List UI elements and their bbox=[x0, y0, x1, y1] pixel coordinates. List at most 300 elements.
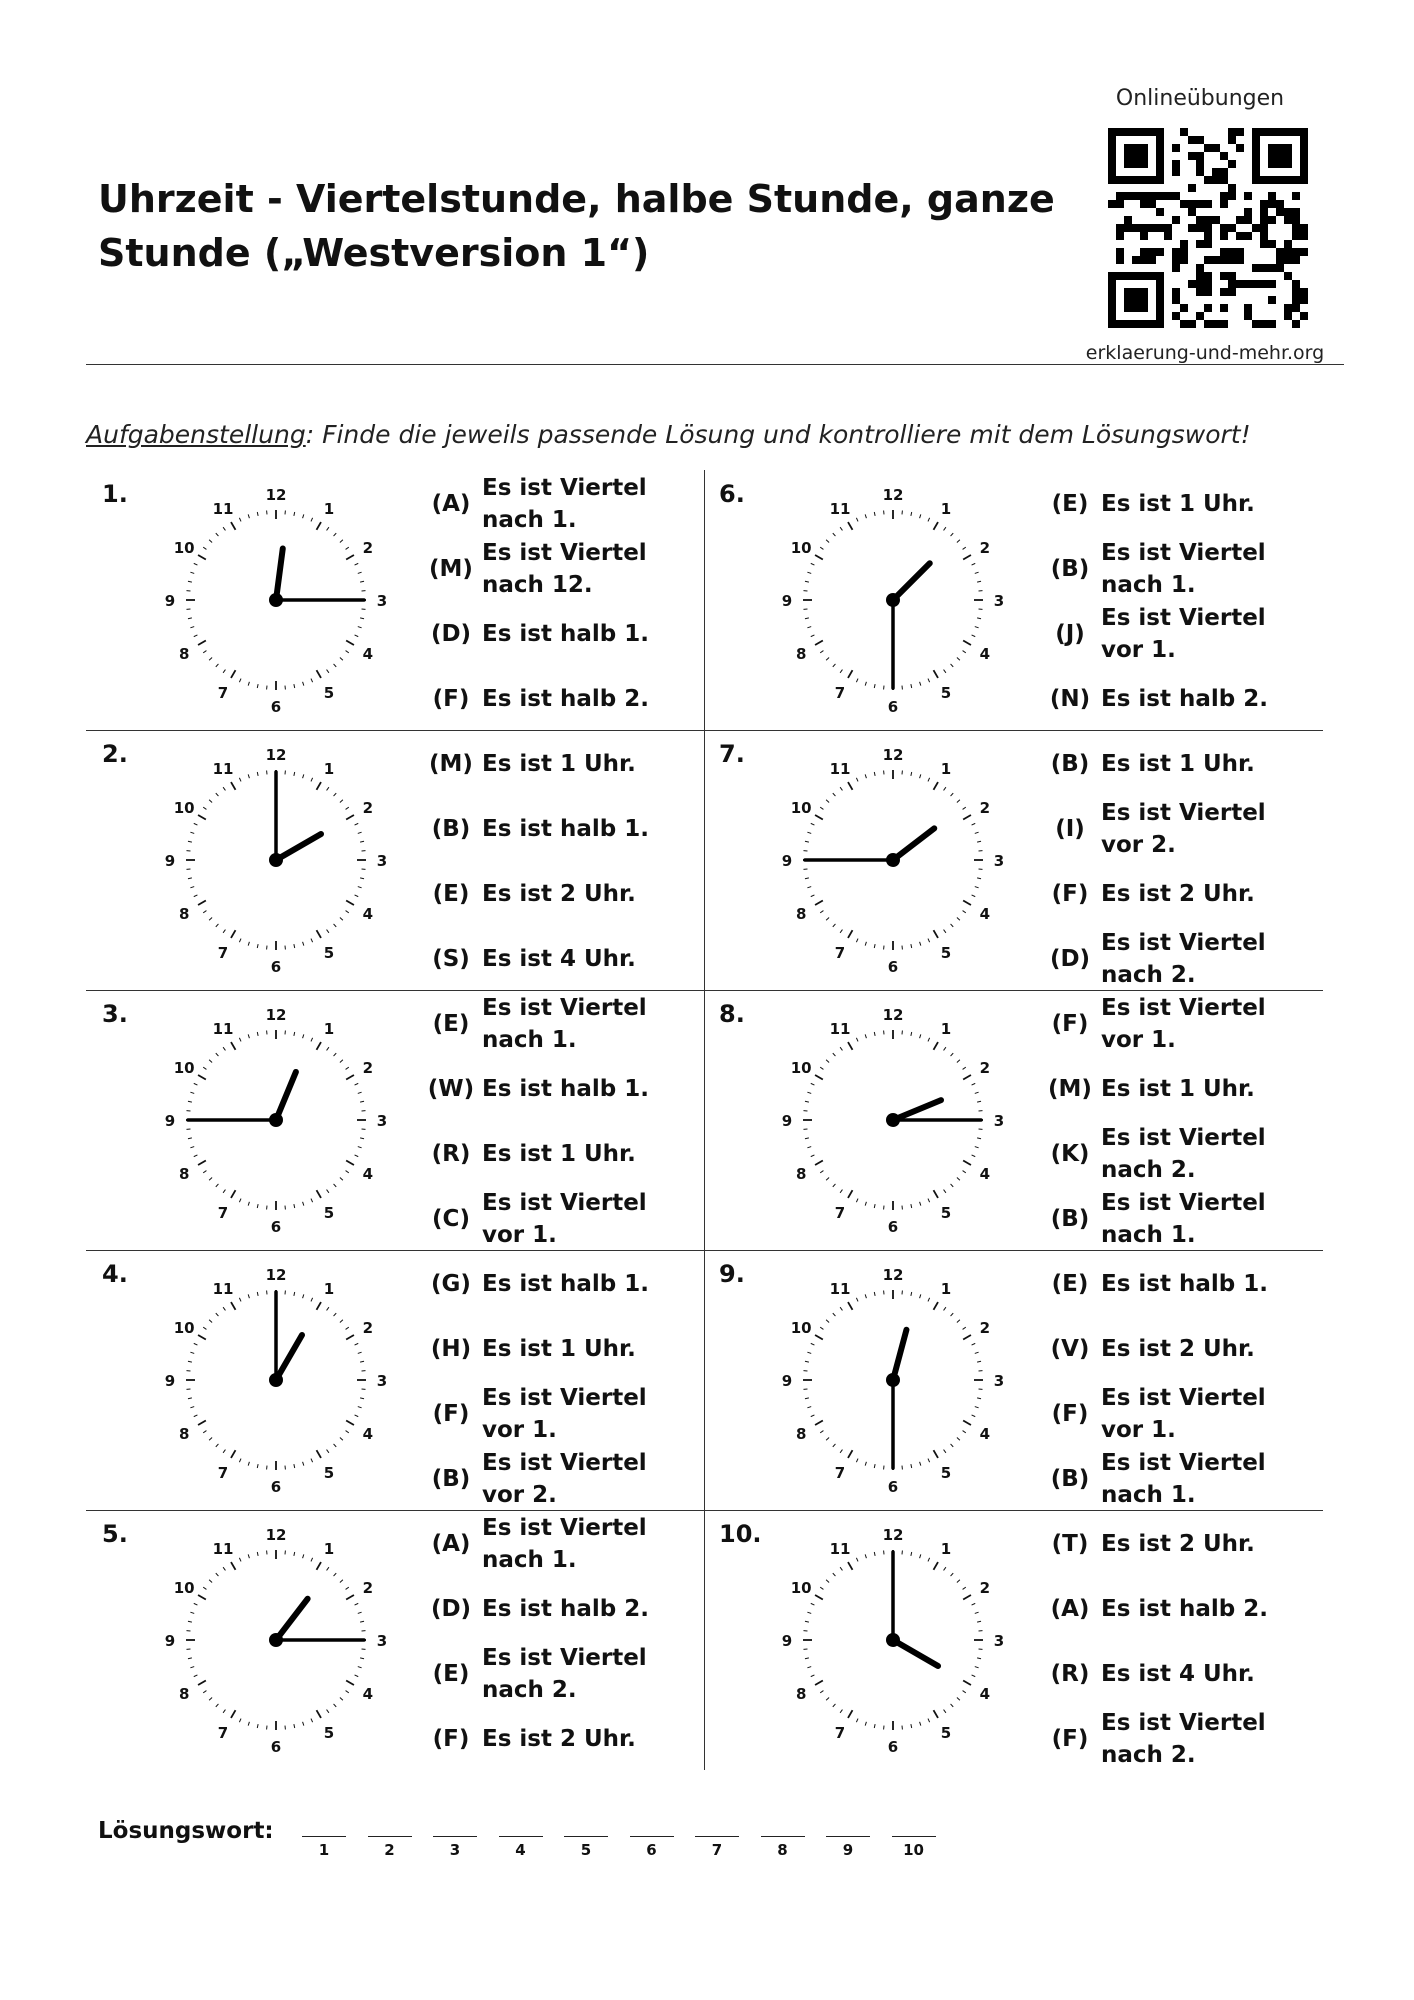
answer-option[interactable] bbox=[1045, 732, 1315, 796]
qr-code-icon[interactable] bbox=[1108, 128, 1308, 328]
minute-tick bbox=[209, 918, 212, 921]
minute-tick bbox=[190, 1147, 194, 1148]
option-letter: (H) bbox=[430, 1336, 472, 1362]
option-letter: (E) bbox=[1051, 1271, 1089, 1297]
minute-tick bbox=[334, 1573, 337, 1576]
minute-tick bbox=[311, 1459, 313, 1463]
minute-tick bbox=[957, 540, 960, 543]
answer-option[interactable] bbox=[1045, 862, 1315, 926]
minute-tick bbox=[951, 924, 954, 927]
hour-tick bbox=[231, 782, 236, 790]
clock-number: 11 bbox=[829, 500, 851, 519]
clock-number: 5 bbox=[323, 1463, 335, 1482]
answer-option[interactable] bbox=[426, 1382, 696, 1446]
minute-tick bbox=[963, 1587, 966, 1589]
clock-number: 1 bbox=[323, 760, 335, 779]
answer-option[interactable] bbox=[1045, 1382, 1315, 1446]
answer-option[interactable] bbox=[426, 927, 696, 991]
minute-tick bbox=[248, 1202, 249, 1206]
minute-tick bbox=[977, 1361, 981, 1362]
minute-tick bbox=[355, 563, 359, 565]
instruction-label: Aufgabenstellung bbox=[86, 420, 306, 449]
slot-line bbox=[695, 1836, 739, 1837]
minute-tick bbox=[865, 682, 866, 686]
minute-tick bbox=[248, 942, 249, 946]
option-text: Es ist halb 2. bbox=[482, 686, 649, 712]
answer-option[interactable] bbox=[426, 1577, 696, 1641]
minute-tick bbox=[294, 1552, 295, 1556]
slot-line bbox=[564, 1836, 608, 1837]
minute-tick bbox=[346, 1431, 349, 1433]
minute-tick bbox=[327, 1190, 329, 1193]
hour-tick bbox=[346, 1421, 354, 1426]
clock-number: 3 bbox=[993, 1632, 1005, 1650]
exercise-8 bbox=[704, 990, 1323, 1251]
answer-option[interactable] bbox=[426, 602, 696, 666]
answer-option[interactable] bbox=[426, 667, 696, 731]
option-text: Es ist Viertel nach 2. bbox=[1101, 930, 1266, 988]
minute-tick bbox=[928, 1199, 930, 1203]
minute-tick bbox=[977, 1138, 981, 1139]
hour-tick bbox=[346, 901, 354, 906]
hour-tick bbox=[346, 1335, 354, 1340]
solution-slot[interactable] bbox=[433, 1836, 477, 1859]
option-text: Es ist halb 2. bbox=[1101, 1596, 1268, 1622]
clock-face bbox=[773, 480, 1013, 720]
minute-tick bbox=[840, 787, 842, 790]
minute-tick bbox=[294, 512, 295, 516]
minute-tick bbox=[355, 1343, 359, 1345]
minute-tick bbox=[190, 832, 194, 833]
answer-option[interactable] bbox=[1045, 602, 1315, 666]
solution-slot[interactable] bbox=[368, 1836, 412, 1859]
minute-tick bbox=[840, 930, 842, 933]
hour-tick bbox=[934, 1302, 939, 1310]
option-letter: (R) bbox=[1050, 1661, 1090, 1687]
solution-slot[interactable] bbox=[826, 1836, 870, 1859]
hour-tick bbox=[848, 1302, 853, 1310]
slot-line bbox=[761, 1836, 805, 1837]
minute-tick bbox=[820, 651, 823, 653]
answer-option[interactable] bbox=[426, 1512, 696, 1576]
clock-number: 10 bbox=[173, 1059, 195, 1077]
minute-tick bbox=[928, 1298, 930, 1302]
minute-tick bbox=[928, 679, 930, 683]
clock-number: 7 bbox=[217, 1723, 229, 1742]
option-text: Es ist Viertel vor 1. bbox=[482, 1385, 647, 1443]
minute-tick bbox=[972, 1415, 976, 1417]
clock-number: 12 bbox=[265, 1266, 287, 1284]
answer-option[interactable] bbox=[1045, 1057, 1315, 1121]
minute-tick bbox=[203, 1691, 206, 1693]
minute-tick bbox=[223, 1190, 225, 1193]
clock-number: 4 bbox=[979, 645, 991, 663]
hour-tick bbox=[963, 1161, 971, 1166]
clock-number: 3 bbox=[376, 1632, 388, 1650]
clock-face bbox=[156, 1520, 396, 1760]
option-letter: (A) bbox=[431, 1531, 471, 1557]
clock-number: 12 bbox=[265, 746, 287, 764]
answer-option[interactable] bbox=[1045, 472, 1315, 536]
minute-tick bbox=[340, 918, 343, 921]
solution-slot[interactable] bbox=[892, 1836, 936, 1859]
minute-tick bbox=[951, 533, 954, 536]
minute-tick bbox=[327, 1710, 329, 1713]
answer-option[interactable] bbox=[426, 992, 696, 1056]
answer-option[interactable] bbox=[1045, 1707, 1315, 1771]
minute-tick bbox=[257, 1204, 258, 1208]
minute-tick bbox=[928, 939, 930, 943]
clock-face bbox=[156, 1000, 396, 1240]
hour-tick bbox=[317, 1450, 322, 1458]
answer-option[interactable] bbox=[426, 1317, 696, 1381]
clock-number: 1 bbox=[940, 500, 952, 519]
minute-tick bbox=[209, 800, 212, 803]
option-text: Es ist 1 Uhr. bbox=[482, 751, 636, 777]
minute-tick bbox=[248, 1294, 249, 1298]
clock-number: 3 bbox=[376, 852, 388, 870]
hour-tick bbox=[231, 1302, 236, 1310]
hour-tick bbox=[934, 782, 939, 790]
clock-number: 7 bbox=[834, 943, 846, 962]
clock-face bbox=[773, 1000, 1013, 1240]
minute-tick bbox=[820, 1067, 823, 1069]
minute-tick bbox=[334, 664, 337, 667]
hour-hand bbox=[893, 1100, 941, 1120]
answer-option[interactable] bbox=[426, 1447, 696, 1511]
minute-tick bbox=[865, 1034, 866, 1038]
clock-face bbox=[773, 1520, 1013, 1760]
answer-option[interactable] bbox=[1045, 1577, 1315, 1641]
option-letter: (T) bbox=[1051, 1531, 1089, 1557]
minute-tick bbox=[874, 1464, 875, 1468]
minute-tick bbox=[928, 778, 930, 782]
clock-number: 6 bbox=[887, 698, 899, 716]
answer-option[interactable] bbox=[426, 1707, 696, 1771]
minute-tick bbox=[805, 878, 809, 879]
answer-option[interactable] bbox=[426, 862, 696, 926]
answer-option[interactable] bbox=[426, 1252, 696, 1316]
option-text: Es ist 2 Uhr. bbox=[1101, 1531, 1255, 1557]
answer-option[interactable] bbox=[1045, 797, 1315, 861]
option-text: Es ist Viertel nach 1. bbox=[1101, 540, 1266, 598]
minute-tick bbox=[188, 1138, 192, 1139]
minute-tick bbox=[303, 774, 304, 778]
minute-tick bbox=[826, 918, 829, 921]
answer-option[interactable] bbox=[1045, 537, 1315, 601]
option-letter: (E) bbox=[432, 1011, 470, 1037]
hour-tick bbox=[963, 901, 971, 906]
minute-tick bbox=[194, 823, 198, 825]
answer-option[interactable] bbox=[1045, 667, 1315, 731]
option-letter: (V) bbox=[1050, 1336, 1090, 1362]
minute-tick bbox=[334, 924, 337, 927]
hour-tick bbox=[317, 1302, 322, 1310]
answer-option[interactable] bbox=[426, 1642, 696, 1706]
minute-tick bbox=[216, 924, 219, 927]
minute-tick bbox=[311, 778, 313, 782]
answer-option[interactable] bbox=[1045, 1187, 1315, 1251]
option-text: Es ist Viertel nach 1. bbox=[482, 475, 647, 533]
option-text: Es ist 4 Uhr. bbox=[1101, 1661, 1255, 1687]
solution-slot[interactable] bbox=[499, 1836, 543, 1859]
minute-tick bbox=[358, 832, 362, 833]
minute-tick bbox=[944, 930, 946, 933]
minute-tick bbox=[840, 670, 842, 673]
website-label: erklaerung-und-mehr.org bbox=[1085, 342, 1325, 364]
minute-tick bbox=[811, 635, 815, 637]
clock-number: 9 bbox=[781, 1112, 793, 1130]
answer-option[interactable] bbox=[1045, 1447, 1315, 1511]
minute-tick bbox=[223, 1047, 225, 1050]
minute-tick bbox=[957, 658, 960, 661]
minute-tick bbox=[327, 1450, 329, 1453]
minute-tick bbox=[203, 1067, 206, 1069]
minute-tick bbox=[360, 1138, 364, 1139]
option-text: Es ist halb 1. bbox=[482, 621, 649, 647]
clock-number: 11 bbox=[212, 1540, 234, 1559]
option-letter: (D) bbox=[430, 1596, 472, 1622]
clock-number: 12 bbox=[265, 1526, 287, 1544]
clock-number: 8 bbox=[178, 1685, 190, 1703]
clock-number: 10 bbox=[173, 539, 195, 557]
minute-tick bbox=[807, 887, 811, 888]
hour-tick bbox=[815, 1335, 823, 1340]
minute-tick bbox=[203, 807, 206, 809]
minute-tick bbox=[194, 1415, 198, 1417]
minute-tick bbox=[811, 895, 815, 897]
hour-hand bbox=[893, 563, 930, 600]
hour-hand bbox=[276, 834, 321, 860]
minute-tick bbox=[216, 1184, 219, 1187]
answer-option[interactable] bbox=[426, 537, 696, 601]
clock-number: 8 bbox=[795, 1165, 807, 1183]
minute-tick bbox=[355, 635, 359, 637]
clock-face bbox=[156, 1260, 396, 1500]
answer-option[interactable] bbox=[1045, 927, 1315, 991]
minute-tick bbox=[358, 1667, 362, 1668]
hour-hand bbox=[276, 1599, 308, 1640]
minute-tick bbox=[944, 1450, 946, 1453]
minute-tick bbox=[216, 664, 219, 667]
option-text: Es ist 2 Uhr. bbox=[482, 881, 636, 907]
minute-tick bbox=[203, 911, 206, 913]
answer-option[interactable] bbox=[426, 1122, 696, 1186]
minute-tick bbox=[805, 1138, 809, 1139]
minute-tick bbox=[807, 1352, 811, 1353]
minute-tick bbox=[303, 1034, 304, 1038]
minute-tick bbox=[194, 1343, 198, 1345]
hour-tick bbox=[934, 522, 939, 530]
option-text: Es ist Viertel vor 1. bbox=[482, 1190, 647, 1248]
answer-option[interactable] bbox=[426, 732, 696, 796]
option-text: Es ist Viertel nach 1. bbox=[482, 995, 647, 1053]
minute-tick bbox=[977, 841, 981, 842]
hour-tick bbox=[198, 901, 206, 906]
minute-tick bbox=[216, 1313, 219, 1316]
minute-tick bbox=[346, 1327, 349, 1329]
answer-option[interactable] bbox=[426, 1057, 696, 1121]
clock-number: 10 bbox=[790, 1319, 812, 1337]
clock-hub bbox=[886, 593, 900, 607]
minute-tick bbox=[977, 878, 981, 879]
clock-number: 2 bbox=[979, 1579, 991, 1597]
minute-tick bbox=[257, 512, 258, 516]
clock-number: 7 bbox=[217, 1203, 229, 1222]
minute-tick bbox=[963, 1067, 966, 1069]
minute-tick bbox=[820, 1171, 823, 1173]
exercise-number: 3. bbox=[102, 1000, 128, 1028]
hour-tick bbox=[317, 522, 322, 530]
hour-tick bbox=[963, 1421, 971, 1426]
clock-number: 4 bbox=[362, 1165, 374, 1183]
clock-number: 9 bbox=[164, 592, 176, 610]
hour-tick bbox=[198, 641, 206, 646]
minute-tick bbox=[355, 1603, 359, 1605]
minute-tick bbox=[257, 944, 258, 948]
minute-tick bbox=[807, 1147, 811, 1148]
minute-tick bbox=[303, 1722, 304, 1726]
minute-tick bbox=[920, 942, 921, 946]
minute-tick bbox=[820, 807, 823, 809]
minute-tick bbox=[874, 684, 875, 688]
answer-option[interactable] bbox=[1045, 1252, 1315, 1316]
minute-tick bbox=[239, 1719, 241, 1723]
solution-slot[interactable] bbox=[695, 1836, 739, 1859]
minute-tick bbox=[911, 1204, 912, 1208]
minute-tick bbox=[188, 878, 192, 879]
minute-tick bbox=[355, 895, 359, 897]
hour-tick bbox=[963, 1335, 971, 1340]
minute-tick bbox=[360, 1658, 364, 1659]
minute-tick bbox=[209, 1060, 212, 1063]
minute-tick bbox=[311, 939, 313, 943]
hour-tick bbox=[963, 641, 971, 646]
minute-tick bbox=[920, 1294, 921, 1298]
hour-tick bbox=[815, 1595, 823, 1600]
minute-tick bbox=[840, 1450, 842, 1453]
minute-tick bbox=[826, 800, 829, 803]
minute-tick bbox=[346, 807, 349, 809]
slot-line bbox=[826, 1836, 870, 1837]
slot-line bbox=[433, 1836, 477, 1837]
hour-tick bbox=[848, 1190, 853, 1198]
option-letter: (A) bbox=[431, 491, 471, 517]
minute-tick bbox=[248, 1034, 249, 1038]
solution-slot[interactable] bbox=[630, 1836, 674, 1859]
minute-tick bbox=[977, 1658, 981, 1659]
minute-tick bbox=[963, 547, 966, 549]
minute-tick bbox=[911, 1292, 912, 1296]
minute-tick bbox=[360, 841, 364, 842]
hour-tick bbox=[346, 1161, 354, 1166]
minute-tick bbox=[874, 1552, 875, 1556]
minute-tick bbox=[975, 572, 979, 573]
minute-tick bbox=[972, 895, 976, 897]
minute-tick bbox=[188, 1658, 192, 1659]
minute-tick bbox=[972, 1155, 976, 1157]
minute-tick bbox=[920, 1554, 921, 1558]
answer-option[interactable] bbox=[1045, 1642, 1315, 1706]
option-text: Es ist 4 Uhr. bbox=[482, 946, 636, 972]
slot-number: 6 bbox=[646, 1841, 657, 1859]
clock-number: 6 bbox=[270, 958, 282, 976]
answer-option[interactable] bbox=[1045, 992, 1315, 1056]
hour-tick bbox=[198, 1075, 206, 1080]
clock-number: 8 bbox=[178, 1425, 190, 1443]
clock-number: 3 bbox=[993, 1372, 1005, 1390]
option-letter: (N) bbox=[1049, 686, 1091, 712]
option-letter: (S) bbox=[432, 946, 470, 972]
minute-tick bbox=[807, 832, 811, 833]
clock-number: 9 bbox=[781, 1632, 793, 1650]
clock-number: 10 bbox=[790, 1579, 812, 1597]
clock-number: 3 bbox=[993, 852, 1005, 870]
minute-tick bbox=[355, 1155, 359, 1157]
minute-tick bbox=[188, 1361, 192, 1362]
hour-hand bbox=[276, 1335, 302, 1380]
exercise-number: 2. bbox=[102, 740, 128, 768]
hour-tick bbox=[815, 901, 823, 906]
minute-tick bbox=[928, 1038, 930, 1042]
answer-option[interactable] bbox=[1045, 1512, 1315, 1576]
minute-tick bbox=[920, 514, 921, 518]
hour-tick bbox=[815, 555, 823, 560]
minute-tick bbox=[951, 1053, 954, 1056]
minute-tick bbox=[303, 514, 304, 518]
clock-number: 9 bbox=[781, 852, 793, 870]
minute-tick bbox=[223, 1567, 225, 1570]
title-divider bbox=[86, 364, 1344, 365]
minute-tick bbox=[340, 1178, 343, 1181]
solution-slot[interactable] bbox=[302, 1836, 346, 1859]
minute-tick bbox=[820, 1587, 823, 1589]
answer-option[interactable] bbox=[426, 797, 696, 861]
clock-number: 2 bbox=[979, 1319, 991, 1337]
clock-number: 12 bbox=[265, 1006, 287, 1024]
option-letter: (M) bbox=[1048, 1076, 1092, 1102]
solution-slot[interactable] bbox=[564, 1836, 608, 1859]
clock-number: 8 bbox=[795, 905, 807, 923]
hour-tick bbox=[198, 1161, 206, 1166]
solution-slot[interactable] bbox=[761, 1836, 805, 1859]
minute-tick bbox=[340, 1060, 343, 1063]
minute-tick bbox=[972, 1343, 976, 1345]
option-text: Es ist Viertel nach 2. bbox=[482, 1645, 647, 1703]
clock-hub bbox=[269, 1633, 283, 1647]
option-letter: (D) bbox=[1049, 946, 1091, 972]
answer-option[interactable] bbox=[1045, 1317, 1315, 1381]
answer-option[interactable] bbox=[1045, 1122, 1315, 1186]
option-letter: (F) bbox=[432, 686, 470, 712]
answer-option[interactable] bbox=[426, 1187, 696, 1251]
clock-number: 1 bbox=[323, 1540, 335, 1559]
clock-number: 8 bbox=[795, 645, 807, 663]
clock-number: 6 bbox=[270, 1738, 282, 1756]
minute-tick bbox=[303, 1202, 304, 1206]
minute-tick bbox=[294, 1292, 295, 1296]
answer-option[interactable] bbox=[426, 472, 696, 536]
option-letter: (F) bbox=[432, 1726, 470, 1752]
minute-tick bbox=[294, 1204, 295, 1208]
minute-tick bbox=[833, 924, 836, 927]
slot-number: 5 bbox=[580, 1841, 592, 1859]
minute-tick bbox=[977, 1621, 981, 1622]
minute-tick bbox=[346, 1171, 349, 1173]
clock-number: 1 bbox=[940, 1280, 952, 1299]
clock-number: 11 bbox=[829, 1020, 851, 1039]
option-text: Es ist Viertel vor 2. bbox=[482, 1450, 647, 1508]
